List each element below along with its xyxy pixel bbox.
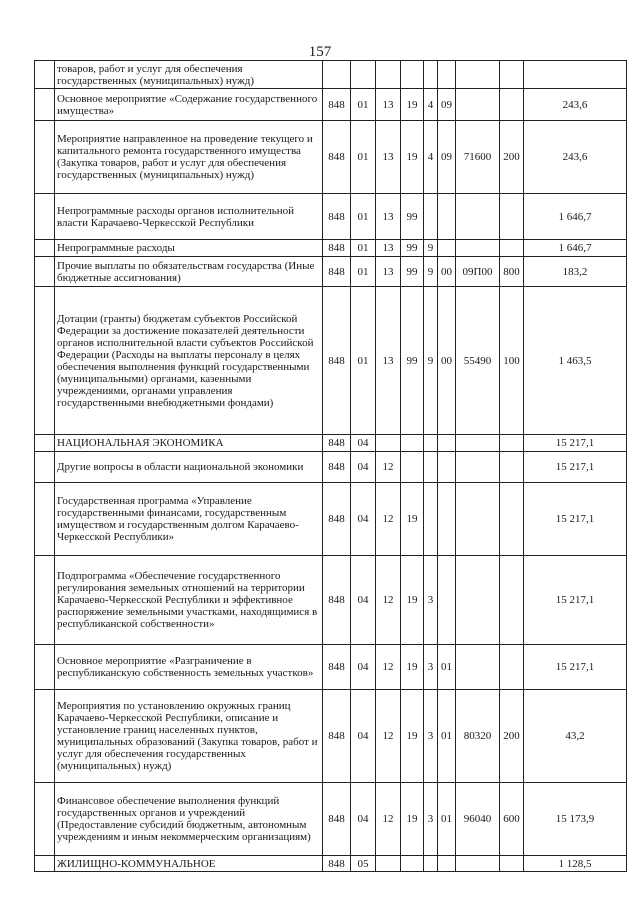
blank-cell <box>35 240 55 257</box>
ved-code-cell: 848 <box>323 287 351 435</box>
subsection-code-cell: 13 <box>376 240 401 257</box>
expense-type-code-cell <box>500 556 524 645</box>
ved-code-cell: 848 <box>323 89 351 121</box>
ved-code-cell: 848 <box>323 856 351 872</box>
event-code-cell <box>438 194 456 240</box>
subsection-code-cell <box>376 435 401 452</box>
section-code-cell: 04 <box>351 483 376 556</box>
table-row <box>35 645 627 690</box>
event-code-cell <box>438 483 456 556</box>
expense-type-code-cell <box>500 89 524 121</box>
direction-code-cell <box>456 194 500 240</box>
program-code-cell <box>401 435 424 452</box>
section-code-cell: 04 <box>351 452 376 483</box>
amount-cell: 15 217,1 <box>524 645 627 690</box>
event-code-cell <box>438 240 456 257</box>
item-name-cell: Дотации (гранты) бюджетам субъектов Российской Федерации за достижение показателей деятельности органов исполнительной власти субъектов Российской Федерации (Расходы на выплаты персоналу в целях обеспечения выполнения функций государственными (муниципальными) органами, казенными учреждениями, органами управления государственными внебюджетными фондами) <box>55 287 323 435</box>
subprogram-code-cell: 9 <box>424 240 438 257</box>
expense-type-code-cell <box>500 435 524 452</box>
event-code-cell: 01 <box>438 645 456 690</box>
table-row <box>35 783 627 856</box>
subprogram-code-cell: 4 <box>424 121 438 194</box>
section-code-cell <box>351 61 376 89</box>
blank-cell <box>35 61 55 89</box>
direction-code-cell <box>456 61 500 89</box>
amount-cell: 1 463,5 <box>524 287 627 435</box>
direction-code-cell <box>456 856 500 872</box>
blank-cell <box>35 435 55 452</box>
amount-cell: 43,2 <box>524 690 627 783</box>
subsection-code-cell: 13 <box>376 194 401 240</box>
subsection-code-cell: 13 <box>376 257 401 287</box>
direction-code-cell <box>456 483 500 556</box>
blank-cell <box>35 89 55 121</box>
subprogram-code-cell <box>424 452 438 483</box>
program-code-cell: 19 <box>401 556 424 645</box>
section-code-cell: 01 <box>351 89 376 121</box>
expense-type-code-cell: 200 <box>500 690 524 783</box>
section-code-cell: 01 <box>351 240 376 257</box>
direction-code-cell <box>456 240 500 257</box>
ved-code-cell: 848 <box>323 194 351 240</box>
subsection-code-cell: 13 <box>376 89 401 121</box>
amount-cell: 1 646,7 <box>524 240 627 257</box>
direction-code-cell: 96040 <box>456 783 500 856</box>
table-row <box>35 240 627 257</box>
direction-code-cell <box>456 89 500 121</box>
amount-cell: 15 217,1 <box>524 556 627 645</box>
ved-code-cell: 848 <box>323 783 351 856</box>
event-code-cell: 01 <box>438 783 456 856</box>
item-name-cell: Подпрограмма «Обеспечение государственного регулирования земельных отношений на территории Карачаево-Черкесской Республики и эффективное распоряжение земельными участками, находящимися в республиканской собственности» <box>55 556 323 645</box>
program-code-cell: 99 <box>401 240 424 257</box>
subsection-code-cell: 12 <box>376 645 401 690</box>
program-code-cell: 19 <box>401 690 424 783</box>
section-code-cell: 04 <box>351 690 376 783</box>
direction-code-cell <box>456 556 500 645</box>
ved-code-cell <box>323 61 351 89</box>
subprogram-code-cell: 3 <box>424 645 438 690</box>
item-name-cell: Непрограммные расходы органов исполнительной власти Карачаево-Черкесской Республики <box>55 194 323 240</box>
budget-table <box>34 60 627 872</box>
program-code-cell: 99 <box>401 287 424 435</box>
ved-code-cell: 848 <box>323 435 351 452</box>
amount-cell: 15 217,1 <box>524 435 627 452</box>
section-code-cell: 05 <box>351 856 376 872</box>
amount-cell: 1 128,5 <box>524 856 627 872</box>
table-row <box>35 121 627 194</box>
event-code-cell: 00 <box>438 287 456 435</box>
event-code-cell <box>438 61 456 89</box>
item-name-cell: Прочие выплаты по обязательствам государства (Иные бюджетные ассигнования) <box>55 257 323 287</box>
direction-code-cell: 71600 <box>456 121 500 194</box>
event-code-cell: 09 <box>438 89 456 121</box>
blank-cell <box>35 483 55 556</box>
blank-cell <box>35 690 55 783</box>
amount-cell: 243,6 <box>524 89 627 121</box>
table-row <box>35 194 627 240</box>
event-code-cell: 00 <box>438 257 456 287</box>
item-name-cell: Мероприятие направленное на проведение текущего и капитального ремонта государственного имущества (Закупка товаров, работ и услуг для обеспечения государственных (муниципальных) нужд) <box>55 121 323 194</box>
ved-code-cell: 848 <box>323 121 351 194</box>
amount-cell: 243,6 <box>524 121 627 194</box>
expense-type-code-cell <box>500 856 524 872</box>
ved-code-cell: 848 <box>323 483 351 556</box>
table-row <box>35 257 627 287</box>
item-name-cell: Мероприятия по установлению окружных границ Карачаево-Черкесской Республики, описание и установление границ населенных пунктов, муниципальных образований (Закупка товаров, работ и услуг для обеспечения государственных (муниципальных) нужд) <box>55 690 323 783</box>
item-name-cell: Государственная программа «Управление государственными финансами, государственным имуществом и государственным долгом Карачаево-Черкесской Республики» <box>55 483 323 556</box>
subprogram-code-cell: 9 <box>424 257 438 287</box>
ved-code-cell: 848 <box>323 240 351 257</box>
program-code-cell: 19 <box>401 645 424 690</box>
item-name-cell: Другие вопросы в области национальной экономики <box>55 452 323 483</box>
blank-cell <box>35 645 55 690</box>
table-row <box>35 452 627 483</box>
event-code-cell: 01 <box>438 690 456 783</box>
table-row <box>35 287 627 435</box>
ved-code-cell: 848 <box>323 257 351 287</box>
item-name-cell: Финансовое обеспечение выполнения функций государственных органов и учреждений (Предоставление субсидий бюджетным, автономным учреждениям и иным некоммерческим организациям) <box>55 783 323 856</box>
ved-code-cell: 848 <box>323 645 351 690</box>
ved-code-cell: 848 <box>323 556 351 645</box>
expense-type-code-cell: 200 <box>500 121 524 194</box>
event-code-cell <box>438 556 456 645</box>
blank-cell <box>35 194 55 240</box>
event-code-cell <box>438 452 456 483</box>
direction-code-cell <box>456 452 500 483</box>
event-code-cell <box>438 435 456 452</box>
amount-cell: 15 217,1 <box>524 483 627 556</box>
item-name-cell: ЖИЛИЩНО-КОММУНАЛЬНОЕ <box>55 856 323 872</box>
table-row <box>35 556 627 645</box>
expense-type-code-cell: 600 <box>500 783 524 856</box>
subprogram-code-cell <box>424 483 438 556</box>
subsection-code-cell <box>376 61 401 89</box>
event-code-cell <box>438 856 456 872</box>
section-code-cell: 04 <box>351 645 376 690</box>
ved-code-cell: 848 <box>323 690 351 783</box>
blank-cell <box>35 783 55 856</box>
subprogram-code-cell: 4 <box>424 89 438 121</box>
table-row <box>35 435 627 452</box>
section-code-cell: 01 <box>351 121 376 194</box>
blank-cell <box>35 121 55 194</box>
program-code-cell: 99 <box>401 257 424 287</box>
table-row <box>35 61 627 89</box>
subprogram-code-cell: 9 <box>424 287 438 435</box>
amount-cell: 15 173,9 <box>524 783 627 856</box>
table-row <box>35 856 627 872</box>
section-code-cell: 01 <box>351 287 376 435</box>
direction-code-cell: 80320 <box>456 690 500 783</box>
event-code-cell: 09 <box>438 121 456 194</box>
direction-code-cell <box>456 435 500 452</box>
subprogram-code-cell: 3 <box>424 783 438 856</box>
table-row <box>35 690 627 783</box>
section-code-cell: 01 <box>351 194 376 240</box>
ved-code-cell: 848 <box>323 452 351 483</box>
expense-type-code-cell <box>500 452 524 483</box>
page-number: 157 <box>308 44 332 60</box>
blank-cell <box>35 856 55 872</box>
program-code-cell <box>401 61 424 89</box>
blank-cell <box>35 257 55 287</box>
section-code-cell: 04 <box>351 556 376 645</box>
subsection-code-cell: 13 <box>376 121 401 194</box>
subprogram-code-cell: 3 <box>424 690 438 783</box>
expense-type-code-cell <box>500 194 524 240</box>
expense-type-code-cell <box>500 61 524 89</box>
amount-cell: 1 646,7 <box>524 194 627 240</box>
subsection-code-cell: 12 <box>376 783 401 856</box>
table-row <box>35 483 627 556</box>
blank-cell <box>35 556 55 645</box>
program-code-cell: 19 <box>401 89 424 121</box>
direction-code-cell: 55490 <box>456 287 500 435</box>
subprogram-code-cell <box>424 856 438 872</box>
subprogram-code-cell: 3 <box>424 556 438 645</box>
program-code-cell <box>401 856 424 872</box>
direction-code-cell: 09П00 <box>456 257 500 287</box>
section-code-cell: 04 <box>351 435 376 452</box>
subsection-code-cell: 13 <box>376 287 401 435</box>
expense-type-code-cell: 100 <box>500 287 524 435</box>
blank-cell <box>35 452 55 483</box>
amount-cell: 183,2 <box>524 257 627 287</box>
expense-type-code-cell <box>500 240 524 257</box>
item-name-cell: Основное мероприятие «Содержание государственного имущества» <box>55 89 323 121</box>
subprogram-code-cell <box>424 61 438 89</box>
direction-code-cell <box>456 645 500 690</box>
program-code-cell: 19 <box>401 483 424 556</box>
program-code-cell: 19 <box>401 121 424 194</box>
item-name-cell: Непрограммные расходы <box>55 240 323 257</box>
subsection-code-cell: 12 <box>376 690 401 783</box>
item-name-cell: Основное мероприятие «Разграничение в республиканскую собственность земельных участков» <box>55 645 323 690</box>
subsection-code-cell <box>376 856 401 872</box>
program-code-cell: 99 <box>401 194 424 240</box>
subprogram-code-cell <box>424 435 438 452</box>
amount-cell: 15 217,1 <box>524 452 627 483</box>
blank-cell <box>35 287 55 435</box>
subprogram-code-cell <box>424 194 438 240</box>
item-name-cell: НАЦИОНАЛЬНАЯ ЭКОНОМИКА <box>55 435 323 452</box>
program-code-cell: 19 <box>401 783 424 856</box>
expense-type-code-cell <box>500 483 524 556</box>
amount-cell <box>524 61 627 89</box>
expense-type-code-cell <box>500 645 524 690</box>
subsection-code-cell: 12 <box>376 556 401 645</box>
subsection-code-cell: 12 <box>376 452 401 483</box>
program-code-cell <box>401 452 424 483</box>
subsection-code-cell: 12 <box>376 483 401 556</box>
expense-type-code-cell: 800 <box>500 257 524 287</box>
table-row <box>35 89 627 121</box>
section-code-cell: 04 <box>351 783 376 856</box>
item-name-cell: товаров, работ и услуг для обеспечения государственных (муниципальных) нужд) <box>55 61 323 89</box>
section-code-cell: 01 <box>351 257 376 287</box>
